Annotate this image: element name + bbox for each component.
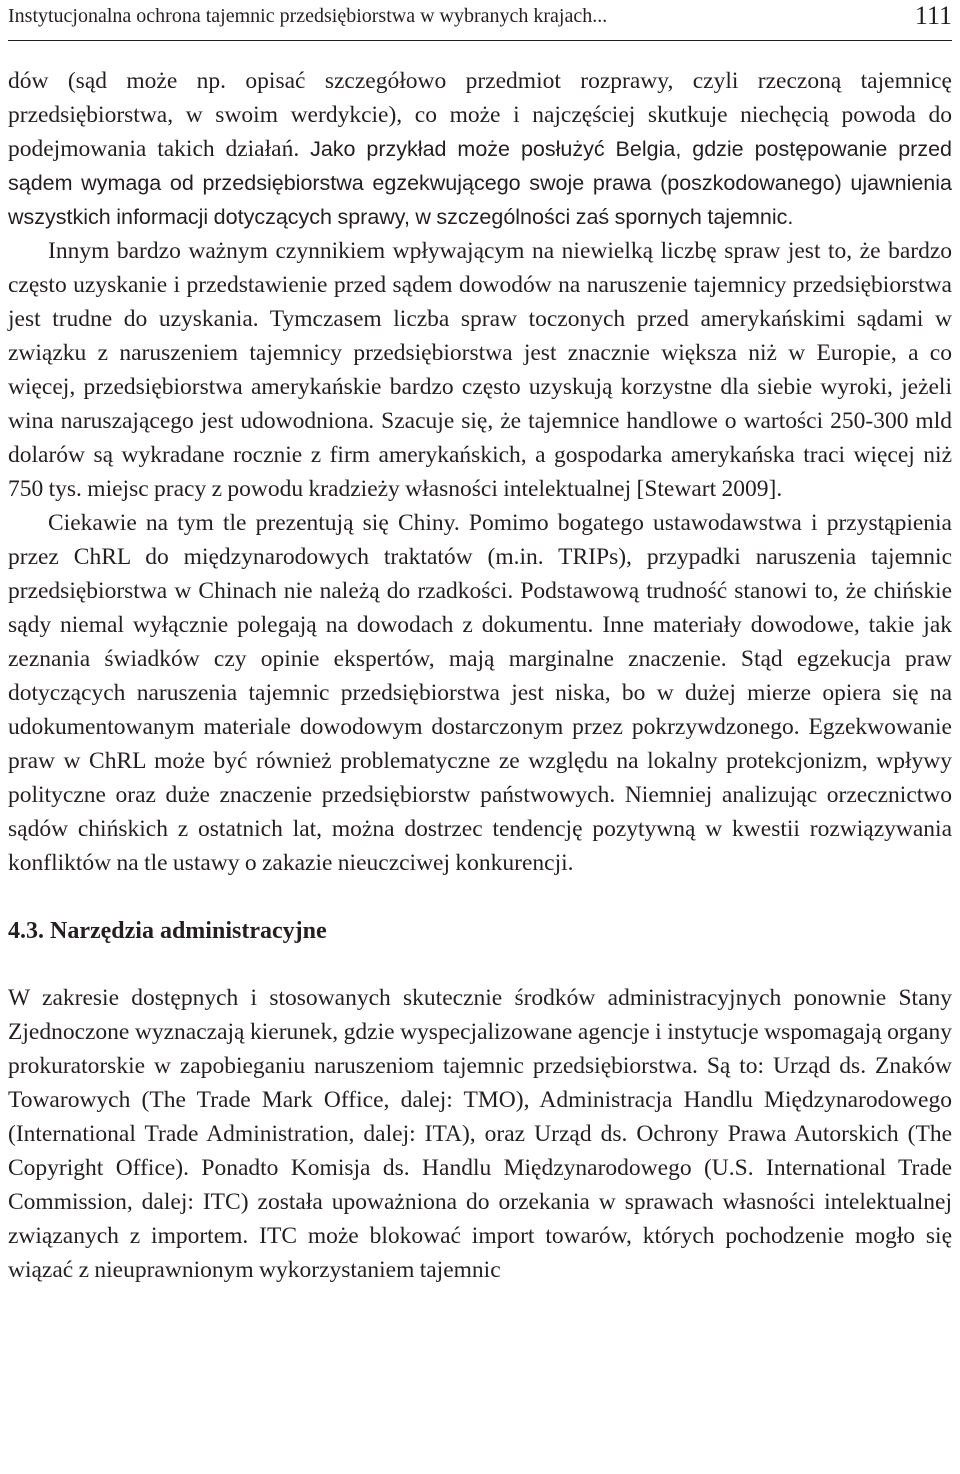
page-number: 111 (914, 1, 952, 30)
paragraph-1 (8, 64, 952, 234)
section-heading: 4.3. Narzędzia administracyjne (8, 918, 327, 944)
paragraph-3: Ciekawie na tym tle prezentują się Chiny. Pomimo bogatego ustawodawstwa i przystąpienia przez ChRL do międzynarodowych traktatów (m.in. TRIPs), przypadki naruszenia tajemnic przedsiębiorstwa w Chinach nie należą do rzadkości. Podstawową trudność stanowi to, że chińskie sądy niemal wyłącznie polegają na dowodach z dokumentu. Inne materiały dowodowe, takie jak zeznania świadków czy opinie ekspertów, mają marginalne znaczenie. Stąd egzekucja praw dotyczących naruszenia tajemnic przedsiębiorstwa jest niska, bo w dużej mierze opiera się na udokumentowanym materiale dowodowym dostarczonym przez pokrzywdzonego. Egzekwowanie praw w ChRL może być również problematyczne ze względu na lokalny protekcjonizm, wpływy polityczne oraz duże znaczenie przedsiębiorstw państwowych. Niemniej analizując orzecznictwo sądów chińskich z ostatnich lat, można dostrzec tendencję pozytywną w kwestii rozwiązywania konfliktów na tle ustawy o zakazie nieuczciwej konkurencji. (8, 510, 952, 876)
running-header-title: Instytucjonalna ochrona tajemnic przedsiębiorstwa w wybranych krajach... (8, 5, 608, 27)
page-body (8, 64, 952, 1287)
paragraph-1-serif-text: dów (sąd może np. opisać szczegółowo przedmiot rozprawy, czyli rzeczoną tajemnicę przedsiębiorstwa, w swoim werdykcie), co może i najczęściej skutkuje niechęcią powoda do podejmowania takich działań. (8, 68, 952, 162)
paragraph-4: W zakresie dostępnych i stosowanych skutecznie środków administracyjnych ponownie Stany Zjednoczone wyznaczają kierunek, gdzie wyspecjalizowane agencje i instytucje wspomagają organy prokuratorskie w zapobieganiu naruszeniom tajemnic przedsiębiorstwa. Są to: Urząd ds. Znaków Towarowych (The Trade Mark Office, dalej: TMO), Administracja Handlu Międzynarodowego (International Trade Administration, dalej: ITA), oraz Urząd ds. Ochrony Prawa Autorskich (The Copyright Office). Ponadto Komisja ds. Handlu Międzynarodowego (U.S. International Trade Commission, dalej: ITC) została upoważniona do orzekania w sprawach własności intelektualnej związanych z importem. ITC może blokować import towarów, których pochodzenie mogło się wiązać z nieuprawnionym wykorzystaniem tajemnic (8, 985, 952, 1283)
paragraph-1-sans-text: Jako przykład może posłużyć Belgia, gdzie postępowanie przed sądem wymaga od przedsiębiorstwa egzekwującego swoje prawa (poszkodowanego) ujawnienia wszystkich informacji dotyczących sprawy, w szczególności zaś spornych tajemnic. (8, 137, 953, 229)
running-header (8, 0, 952, 41)
paragraph-2: Innym bardzo ważnym czynnikiem wpływającym na niewielką liczbę spraw jest to, że bardzo często uzyskanie i przedstawienie przed sądem dowodów na naruszenie tajemnicy przedsiębiorstwa jest trudne do uzyskania. Tymczasem liczba spraw toczonych przed amerykańskimi sądami w związku z naruszeniem tajemnicy przedsiębiorstwa jest znacznie większa niż w Europie, a co więcej, przedsiębiorstwa amerykańskie bardzo często uzyskują korzystne dla siebie wyroki, jeżeli wina naruszającego jest udowodniona. Szacuje się, że tajemnice handlowe o wartości 250-300 mld dolarów są wykradane rocznie z firm amerykańskich, a gospodarka amerykańska traci więcej niż 750 tys. miejsc pracy z powodu kradzieży własności intelektualnej [Stewart 2009]. (8, 238, 952, 502)
